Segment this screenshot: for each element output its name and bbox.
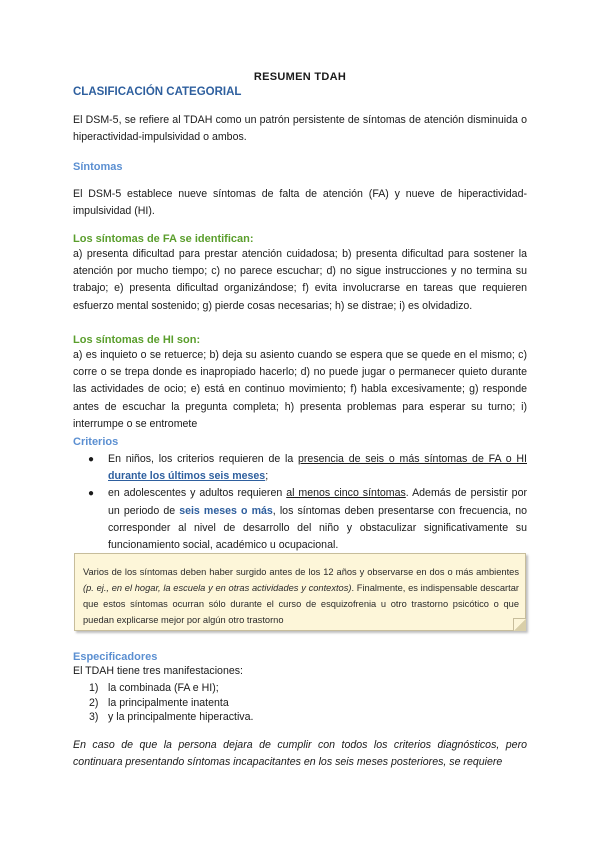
intro-paragraph: El DSM-5, se refiere al TDAH como un patrón persistente de síntomas de atención disminuida o hiperactividad-impulsividad o ambos.: [73, 114, 527, 144]
list-item: ● en adolescentes y adultos requieren al menos cinco síntomas. Además de persistir por un periodo de seis meses o más, los síntomas deben presentarse con frecuencia, no corresponder al nivel de desarrollo del niño y obstaculizar significativamente su funcionamiento social, académico u ocupacional.: [88, 487, 528, 552]
heading-criterios: Criterios: [73, 436, 119, 448]
especificadores-intro: El TDAH tiene tres manifestaciones:: [73, 665, 243, 677]
heading-sintomas: Síntomas: [73, 161, 123, 173]
emphasis-text: durante los últimos seis meses: [108, 470, 266, 483]
criterios-list: [73, 451, 527, 554]
bullet-icon: ●: [88, 488, 95, 500]
emphasis-text: seis meses o más: [179, 504, 273, 517]
sticky-note: [74, 553, 526, 631]
list-item: 1) la combinada (FA e HI);: [89, 682, 219, 694]
list-item: 3) y la principalmente hiperactiva.: [89, 711, 254, 724]
heading-hi: Los síntomas de HI son:: [73, 334, 201, 346]
document-title: RESUMEN TDAH: [253, 71, 347, 83]
especificadores-list: [73, 681, 253, 725]
note-text: Varios de los síntomas deben haber surgido antes de los 12 años y observarse en dos o más ambientes (p. ej., en el hogar, la escuela y en otras actividades y contextos). Finalmente, es indispensable descartar que estos síntomas ocurran sólo durante el curso de esquizofrenia u otro trastorno psicótico o que puedan explicarse mejor por algún otro trastorno: [83, 567, 519, 625]
list-item: ● En niños, los criterios requieren de la presencia de seis o más síntomas de FA o HI durante los últimos seis meses;: [88, 453, 527, 483]
section-heading-clasificacion: CLASIFICACIÓN CATEGORIAL: [73, 86, 242, 98]
fa-paragraph: a) presenta dificultad para prestar atención cuidadosa; b) presenta dificultad para sostener la atención por mucho tiempo; c) no parece escuchar; d) no sigue instrucciones y no termina su trabajo; e) presenta dificultad organizándose; f) evita involucrarse en tareas que requieren esfuerzo mental sostenido; g) pierde cosas necesarias; h) se distrae; i) es olvidadizo.: [73, 248, 527, 312]
list-item: 2) la principalmente inatenta: [89, 696, 229, 709]
heading-especificadores: Especificadores: [73, 651, 158, 663]
heading-fa: Los síntomas de FA se identifican:: [73, 233, 254, 245]
underlined-text: presencia de seis o más síntomas de FA o HI: [298, 453, 527, 465]
bullet-icon: ●: [88, 454, 95, 465]
hi-paragraph: a) es inquieto o se retuerce; b) deja su asiento cuando se espera que se quede en el mismo; c) corre o se trepa donde es inapropiado hacerlo; d) no puede jugar o permanecer quieto durante las actividades de ocio; e) está en continuo movimiento; f) habla excesivamente; g) responde antes de escuchar la pregunta completa; h) presenta problemas para esperar su turno; i) interrumpe o se entromete: [73, 349, 527, 430]
sintomas-paragraph: El DSM-5 establece nueve síntomas de falta de atención (FA) y nueve de hiperactividad-impulsividad (HI).: [73, 188, 527, 218]
underlined-text: al menos cinco síntomas: [286, 487, 406, 500]
closing-paragraph: En caso de que la persona dejara de cumplir con todos los criterios diagnósticos, pero continuara presentando síntomas incapacitantes en los seis meses posteriores, se requiere: [73, 739, 527, 769]
page-curl-icon: [513, 618, 526, 631]
